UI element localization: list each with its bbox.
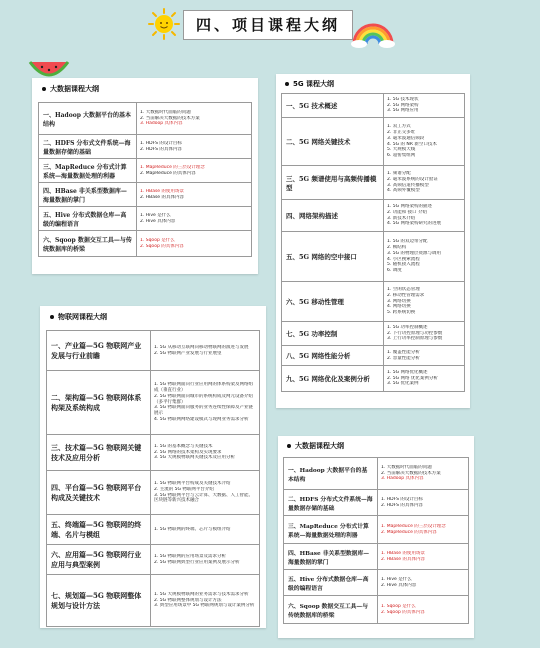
table-row	[284, 544, 469, 570]
module-details: 1. 大数据时代面临的问题 2. 当前解决大数据的技术方案 3. Hadoop 具体内容	[378, 458, 469, 490]
page-title: 四、项目课程大纲	[183, 10, 353, 40]
module-details: 1. 5G 物联网的终端、芯片与模组介绍	[151, 515, 260, 545]
module-name: 六、应用篇—5G 物联网行业应用与典型案例	[47, 545, 151, 575]
module-name: 八、5G 网络性能分析	[282, 346, 384, 366]
card-heading: 物联网课程大纲	[50, 312, 260, 322]
table-row	[284, 516, 469, 544]
module-name: 四、平台篇—5G 物联网平台构成及关键技术	[47, 471, 151, 515]
module-name: 三、MapReduce 分布式计算系统—海量数据处理的利器	[39, 159, 137, 183]
table-row	[282, 322, 465, 346]
table-row	[282, 118, 465, 166]
module-details: 1. MapReduce 的三层设计理念 2. MapReduce 的具体内容	[137, 159, 252, 183]
table-row	[47, 575, 260, 627]
bullet-icon	[42, 87, 46, 91]
module-name: 六、5G 移动性管理	[282, 282, 384, 322]
table-row	[282, 232, 465, 282]
module-name: 三、MapReduce 分布式计算系统—海量数据处理的利器	[284, 516, 378, 544]
table-row	[47, 331, 260, 371]
module-details: 1. Sqoop 是什么 2. Sqoop 的具体内容	[137, 231, 252, 257]
syllabus-table	[38, 102, 252, 257]
module-details: 1. 5G 网络架构的描述 2. 功能和 接口 介绍 3. 新技术介绍 4. 5G 网络架构研究的进展	[384, 200, 465, 232]
module-details: 1. 5G 大规模物联网的业务需求与技术需求分析 2. 5G 物联网整体规划与设计方法 3. 典型应用场景中 5G 物联网规划与设计案例分析	[151, 575, 260, 627]
table-row	[282, 366, 465, 392]
module-name: 七、规划篇—5G 物联网整体规划与设计方法	[47, 575, 151, 627]
module-name: 四、HBase 非关系型数据库—海量数据的掌门	[39, 183, 137, 207]
module-details: 1. 双工方式 2. 非正交多址 3. 毫米波通信频段 4. 5G 的 NR 新空口技术 5. 大规模天线 6. 超密集组网	[384, 118, 465, 166]
card-heading: 大数据课程大纲	[42, 84, 252, 94]
module-name: 一、产业篇—5G 物联网产业发展与行业前瞻	[47, 331, 151, 371]
table-row	[39, 231, 252, 257]
module-name: 二、架构篇—5G 物联网体系构架及系统构成	[47, 371, 151, 435]
module-name: 三、技术篇—5G 物联网关键技术及应用分析	[47, 435, 151, 471]
module-name: 一、Hadoop 大数据平台的基本结构	[284, 458, 378, 490]
syllabus-table	[281, 93, 465, 392]
module-name: 九、5G 网络优化及案例分析	[282, 366, 384, 392]
module-name: 二、HDFS 分布式文件系统—海量数据存储的基础	[284, 490, 378, 516]
module-details: 1. 5G 网络优化概述 2. 5G 网络 优化案例分析 3. 5G 优化案例	[384, 366, 465, 392]
module-name: 一、5G 技术概述	[282, 94, 384, 118]
table-row	[39, 159, 252, 183]
module-details: 1. 覆盖性能分析 2. 容量性能分析	[384, 346, 465, 366]
table-row	[47, 471, 260, 515]
5g-card	[276, 74, 470, 408]
module-details: 1. HDFS 的设计目标 2. HDFS 的具体内容	[137, 135, 252, 159]
syllabus-table	[46, 330, 260, 627]
module-details: 1. Sqoop 是什么 2. Sqoop 的具体内容	[378, 596, 469, 624]
module-name: 七、5G 功率控制	[282, 322, 384, 346]
bigdata-card-top	[32, 78, 258, 274]
table-row	[284, 596, 469, 624]
module-details: 1. 5G 的基本概念与关键技术 2. 5G 网络的技术架构及实现要求 3. 5G 大规模物联网关键技术及应用分析	[151, 435, 260, 471]
module-details: 1. 5G 物联网面向行业应用网的体系构架及网络组成（垂直行业） 2. 5G 物联网面向城市的系统构成及网元设备介绍（多平行集群） 3. 5G 物联网面向服务的业务连续性保障及产业链展示 4. 5G 物联网网络建设模式与现网业务需求分析	[151, 371, 260, 435]
iot-card	[40, 306, 266, 628]
module-name: 五、5G 网络的空中接口	[282, 232, 384, 282]
syllabus-table	[283, 457, 469, 624]
module-details: 1. 5G 从移动互联网向移动物联网的演进与发展 2. 5G 物联网产业发展与行业展望	[151, 331, 260, 371]
bullet-icon	[285, 82, 289, 86]
table-row	[39, 207, 252, 231]
table-row	[282, 282, 465, 322]
module-name: 二、5G 网络关键技术	[282, 118, 384, 166]
module-details: 1. Hive 是什么 2. Hive 具体内容	[137, 207, 252, 231]
table-row	[39, 103, 252, 135]
table-row	[284, 490, 469, 516]
module-details: 1. 5G 功率控制概述 2. 下行功控原理与功控参数 3. 上行功率控制原理与参数	[384, 322, 465, 346]
module-details: 1. HBase 的使用场景 2. HBase 的具体内容	[378, 544, 469, 570]
module-name: 四、HBase 非关系型数据库—海量数据的掌门	[284, 544, 378, 570]
module-name: 五、Hive 分布式数据仓库—高级的编程语言	[284, 570, 378, 596]
table-row	[282, 166, 465, 200]
module-name: 五、终端篇—5G 物联网的终端、名片与模组	[47, 515, 151, 545]
sun-icon	[148, 8, 180, 40]
table-row	[282, 346, 465, 366]
module-details: 1. 5G 技术现状 2. 5G 网络架构 3. 5G 网络应用	[384, 94, 465, 118]
module-details: 1. HDFS 的设计目标 2. HDFS 的具体内容	[378, 490, 469, 516]
table-row	[47, 545, 260, 575]
header-banner	[0, 0, 540, 60]
table-row	[47, 435, 260, 471]
table-row	[39, 135, 252, 159]
module-name: 四、网络架构描述	[282, 200, 384, 232]
module-details: 1. 5G 物联网的应用场景及需求分析 2. 5G 物联网典型行业应用案例及展示分析	[151, 545, 260, 575]
table-row	[47, 515, 260, 545]
table-row	[284, 458, 469, 490]
card-heading: 大数据课程大纲	[287, 441, 469, 451]
table-row	[284, 570, 469, 596]
module-details: 1. 大数据时代面临的问题 2. 当前解决大数据的技术方案 3. Hadoop 具体内容	[137, 103, 252, 135]
module-name: 六、Sqoop 数据交互工具—与传统数据库的桥梁	[39, 231, 137, 257]
table-row	[47, 371, 260, 435]
card-heading: 5G 课程大纲	[285, 79, 465, 89]
module-name: 五、Hive 分布式数据仓库—高级的编程语言	[39, 207, 137, 231]
module-details: 1. 空闲状态管理 2. 移动性管理需求 3. 网络切换 4. 网络切换 5. 跨系统切换	[384, 282, 465, 322]
module-details: 1. 频谱分配 2. 毫米波系统的设计验证 3. 高频信道传播模型 4. 高频外覆模型	[384, 166, 465, 200]
module-name: 三、5G 频谱使用与高频传播模型	[282, 166, 384, 200]
bullet-icon	[287, 444, 291, 448]
module-name: 一、Hadoop 大数据平台的基本结构	[39, 103, 137, 135]
module-details: 1. 5G 物联网平台构成及关键技术介绍 2. 主流的 5G 物联网平台介绍 3. 5G 物联网平台与云计算、大数据、人工智能、区块链等新兴技术融合	[151, 471, 260, 515]
module-details: 1. 5G 的双边带分配 2. 帧结构 3. 5G 的物理层资源与调用 4. 小区搜索流程 5. 随机接入流程 6. 调度	[384, 232, 465, 282]
module-details: 1. Hive 是什么 2. Hive 具体内容	[378, 570, 469, 596]
module-name: 六、Sqoop 数据交互工具—与传统数据库的桥梁	[284, 596, 378, 624]
rainbow-icon	[350, 18, 396, 48]
table-row	[39, 183, 252, 207]
bigdata-card-bottom	[278, 436, 474, 638]
module-name: 二、HDFS 分布式文件系统—海量数据存储的基础	[39, 135, 137, 159]
bullet-icon	[50, 315, 54, 319]
module-details: 1. MapReduce 的三层设计理念 2. MapReduce 的具体内容	[378, 516, 469, 544]
module-details: 1. HBase 的使用场景 2. HBase 的具体内容	[137, 183, 252, 207]
table-row	[282, 94, 465, 118]
table-row	[282, 200, 465, 232]
